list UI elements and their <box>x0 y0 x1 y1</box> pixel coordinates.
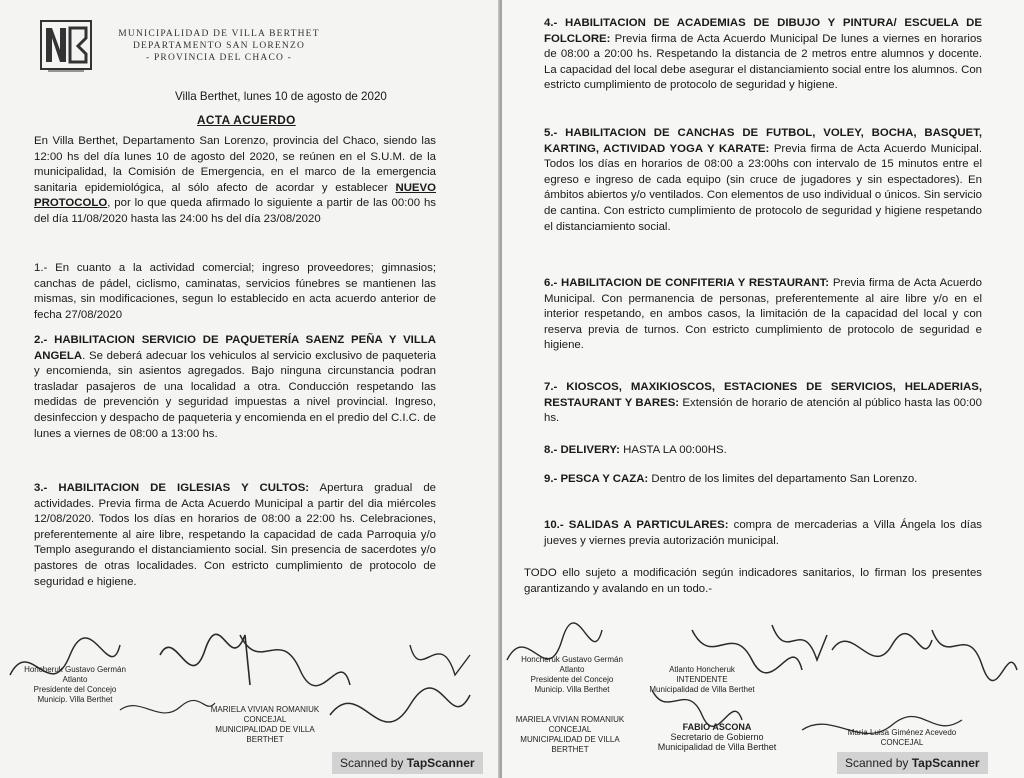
document-date: Villa Berthet, lunes 10 de agosto de 2020 <box>175 90 387 103</box>
item-3-heading: 3.- HABILITACION DE IGLESIAS Y CULTOS: <box>34 482 310 494</box>
item-5-heading: 5.- HABILITACION DE CANCHAS DE FUTBOL, VOLEY, BOCHA, BASQUET, KARTING, ACTIVIDAD YOGA Y KARATE: <box>544 127 982 155</box>
item-2-heading: 2.- HABILITACION SERVICIO DE PAQUETERÍA SAENZ PEÑA Y VILLA ANGELA <box>34 334 436 362</box>
stamp-name: MARIELA VIVIAN ROMANIUK <box>515 715 625 724</box>
municipal-logo <box>38 18 94 74</box>
stamp-role: Presidente del Concejo <box>33 685 117 694</box>
document-title: ACTA ACUERDO <box>197 113 296 127</box>
closing-text: TODO ello sujeto a modificación según indicadores sanitarios, lo firman los presentes garantizando y avalando en un todo.- <box>524 567 982 595</box>
municipality-name: MUNICIPALIDAD DE VILLA BERTHET <box>118 29 320 39</box>
stamp-role: CONCEJAL <box>880 738 924 747</box>
stamp-org: Municip. Villa Berthet <box>534 685 610 694</box>
item-2 <box>34 333 436 442</box>
scanner-watermark-left <box>332 752 483 774</box>
intro-text-a: En Villa Berthet, Departamento San Lorenzo, provincia del Chaco, siendo las 12:00 hs del día lunes 10 de agosto del 2020, se reúnen en el S.U.M. de la municipalidad, la Comisión de Emergencia, en el marco de la emergencia sanitaria epidemiológica, al sólo afecto de acordar y establecer <box>34 135 436 194</box>
item-6-heading: 6.- HABILITACION DE CONFITERIA Y RESTAURANT: <box>544 277 830 289</box>
province-name: - PROVINCIA DEL CHACO - <box>146 53 292 63</box>
item-7 <box>544 380 982 427</box>
stamp-name: Honcheruk Gustavo Germán Atlanto <box>24 665 126 684</box>
item-10-heading: 10.- SALIDAS A PARTICULARES: <box>544 519 729 531</box>
stamp-name: FABIO ASCONA <box>682 722 752 732</box>
intro-paragraph <box>34 134 436 228</box>
stamp-name: Honcheruk Gustavo Germán Atlanto <box>521 655 623 674</box>
item-8-heading: 8.- DELIVERY: <box>544 444 620 456</box>
item-3 <box>34 481 436 590</box>
stamp-government-secretary <box>652 722 782 752</box>
stamp-councilor-romaniuk-left <box>205 705 325 745</box>
stamp-org: MUNICIPALIDAD DE VILLA BERTHET <box>215 725 315 744</box>
item-9-heading: 9.- PESCA Y CAZA: <box>544 473 649 485</box>
item-7-text: Extensión de horario de atención al público hasta las 00:00 hs. <box>544 396 982 425</box>
stamp-councilor-romaniuk-right <box>510 715 630 755</box>
stamp-name: MARIELA VIVIAN ROMANIUK <box>210 705 320 714</box>
scanner-brand: TapScanner <box>406 756 475 770</box>
municipality-heading <box>104 28 334 64</box>
scanner-prefix: Scanned by <box>845 756 909 770</box>
closing-paragraph <box>524 566 982 597</box>
item-3-text: Apertura gradual de actividades. Previa firma de Acta Acuerdo Municipal a partir del dia miércoles 12/08/2020. Todos los días en horarios de 08:00 a 22:00 hs. Celebraciones, preferentemente al aire libre, respetando la capacidad de cada Parroquia y/o Templo asegurando el distanciamiento social. Sin presencia de sacerdotes y/o pastores de otras localidades. Con estricto cumplimiento de protocolo de seguridad e higiene. <box>34 482 436 588</box>
stamp-name: Maria Luisa Giménez Acevedo <box>847 728 957 737</box>
item-4 <box>544 16 982 94</box>
stamp-council-president-right <box>512 655 632 695</box>
item-9-text: Dentro de los limites del departamento San Lorenzo. <box>648 473 918 485</box>
left-page <box>0 0 500 778</box>
scanner-prefix: Scanned by <box>340 756 404 770</box>
intro-text-c: , por lo que queda afirmado lo siguiente a partir de las 00:00 hs del día 11/08/2020 hasta las 24:00 hs del día 23/08/2020 <box>34 197 436 225</box>
department-name: DEPARTAMENTO SAN LORENZO <box>132 41 306 51</box>
item-5-text: Previa firma de Acta Acuerdo Municipal. Todos los días en horarios de 08:00 a 23:00hs con intervalo de 15 minutos entre el egreso e ingreso de cada equipo (sin cruce de jugadores y sin espectadores). En ámbitos abiertos y/o ventilados. Con elementos de uso individual o únicos. Sin servicio de cantina. Con estricto cumplimiento de protocolo de seguridad y higiene respetando el distanciamiento social. <box>544 142 983 233</box>
item-2-text: . Se deberá adecuar los vehiculos al servicio exclusivo de paqueteria y encomienda, sin asientos agregados. Bajo ninguna circunstancia podran trasladar pasajeros de una localidad a otra. Conducción respetando las medidas de prevención y seguridad impuestas a nivel provincial. Ingreso, desinfeccion y despacho de paqueteria y encomienda en el predio del C.I.C. de lunes a viernes de 08:00 a 13:00 hs. <box>34 349 436 440</box>
scanner-watermark-right <box>837 752 988 774</box>
scanner-brand: TapScanner <box>911 756 980 770</box>
item-5 <box>544 126 982 235</box>
letterhead <box>38 18 338 78</box>
item-6-text: Previa firma de Acta Acuerdo Municipal. Con permanencia de personas, preferentemente al aire libre y/o en el interior respetando, en ambos casos, la limitación de la capacidad del local y con reserva previa de turnos. Con estricto cumplimiento de protocolo de seguridad e higiene. <box>544 277 982 352</box>
stamp-role: CONCEJAL <box>243 715 287 724</box>
item-8 <box>544 443 982 459</box>
item-6 <box>544 276 982 354</box>
item-4-text: Previa firma de Acta Acuerdo Municipal De lunes a viernes en horarios de 08:00 a 20:00 hs. Respetando la distancia de 2 metros entre alumnos y docente. La capacidad del local debe asegurar el distanciamiento social entre los alumnos. Con estricto cumplimiento de protocolo de seguridad y higiene. <box>544 32 982 92</box>
stamp-council-president-left <box>20 665 130 705</box>
item-8-text: HASTA LA 00:00HS. <box>619 444 727 456</box>
stamp-role: CONCEJAL <box>548 725 592 734</box>
item-10 <box>544 518 982 549</box>
stamp-org: Municipalidad de Villa Berthet <box>649 685 755 694</box>
stamp-role: INTENDENTE <box>676 675 728 684</box>
stamp-role: Secretario de Gobierno <box>670 732 764 742</box>
item-9 <box>544 472 982 488</box>
stamp-name: Atlanto Honcheruk <box>669 665 735 674</box>
right-page <box>502 0 1024 778</box>
stamp-org: MUNICIPALIDAD DE VILLA BERTHET <box>520 735 620 754</box>
item-7-heading: 7.- KIOSCOS, MAXIKIOSCOS, ESTACIONES DE SERVICIOS, HELADERIAS, RESTAURANT Y BARES: <box>544 381 982 409</box>
item-4-heading: 4.- HABILITACION DE ACADEMIAS DE DIBUJO Y PINTURA/ ESCUELA DE FOLCLORE: <box>544 17 982 45</box>
item-10-text: compra de mercaderias a Villa Ángela los días jueves y viernes previa autorización municipal. <box>544 519 982 547</box>
item-1 <box>34 261 436 323</box>
item-1-text: 1.- En cuanto a la actividad comercial; ingreso proveedores; gimnasios; canchas de pádel, ciclismo, caminatas, servicios fúnebres se mantienen las mismas, sin modificaciones, segun lo establecido en acta acuerdo anterior de fecha 27/08/2020 <box>34 262 436 321</box>
stamp-councilor-gimenez <box>832 728 972 748</box>
stamp-org: Municip. Villa Berthet <box>37 695 113 704</box>
stamp-org: Municipalidad de Villa Berthet <box>657 742 777 752</box>
intro-highlight: NUEVO PROTOCOLO <box>34 181 436 210</box>
stamp-role: Presidente del Concejo <box>530 675 614 684</box>
stamp-mayor <box>647 665 757 695</box>
